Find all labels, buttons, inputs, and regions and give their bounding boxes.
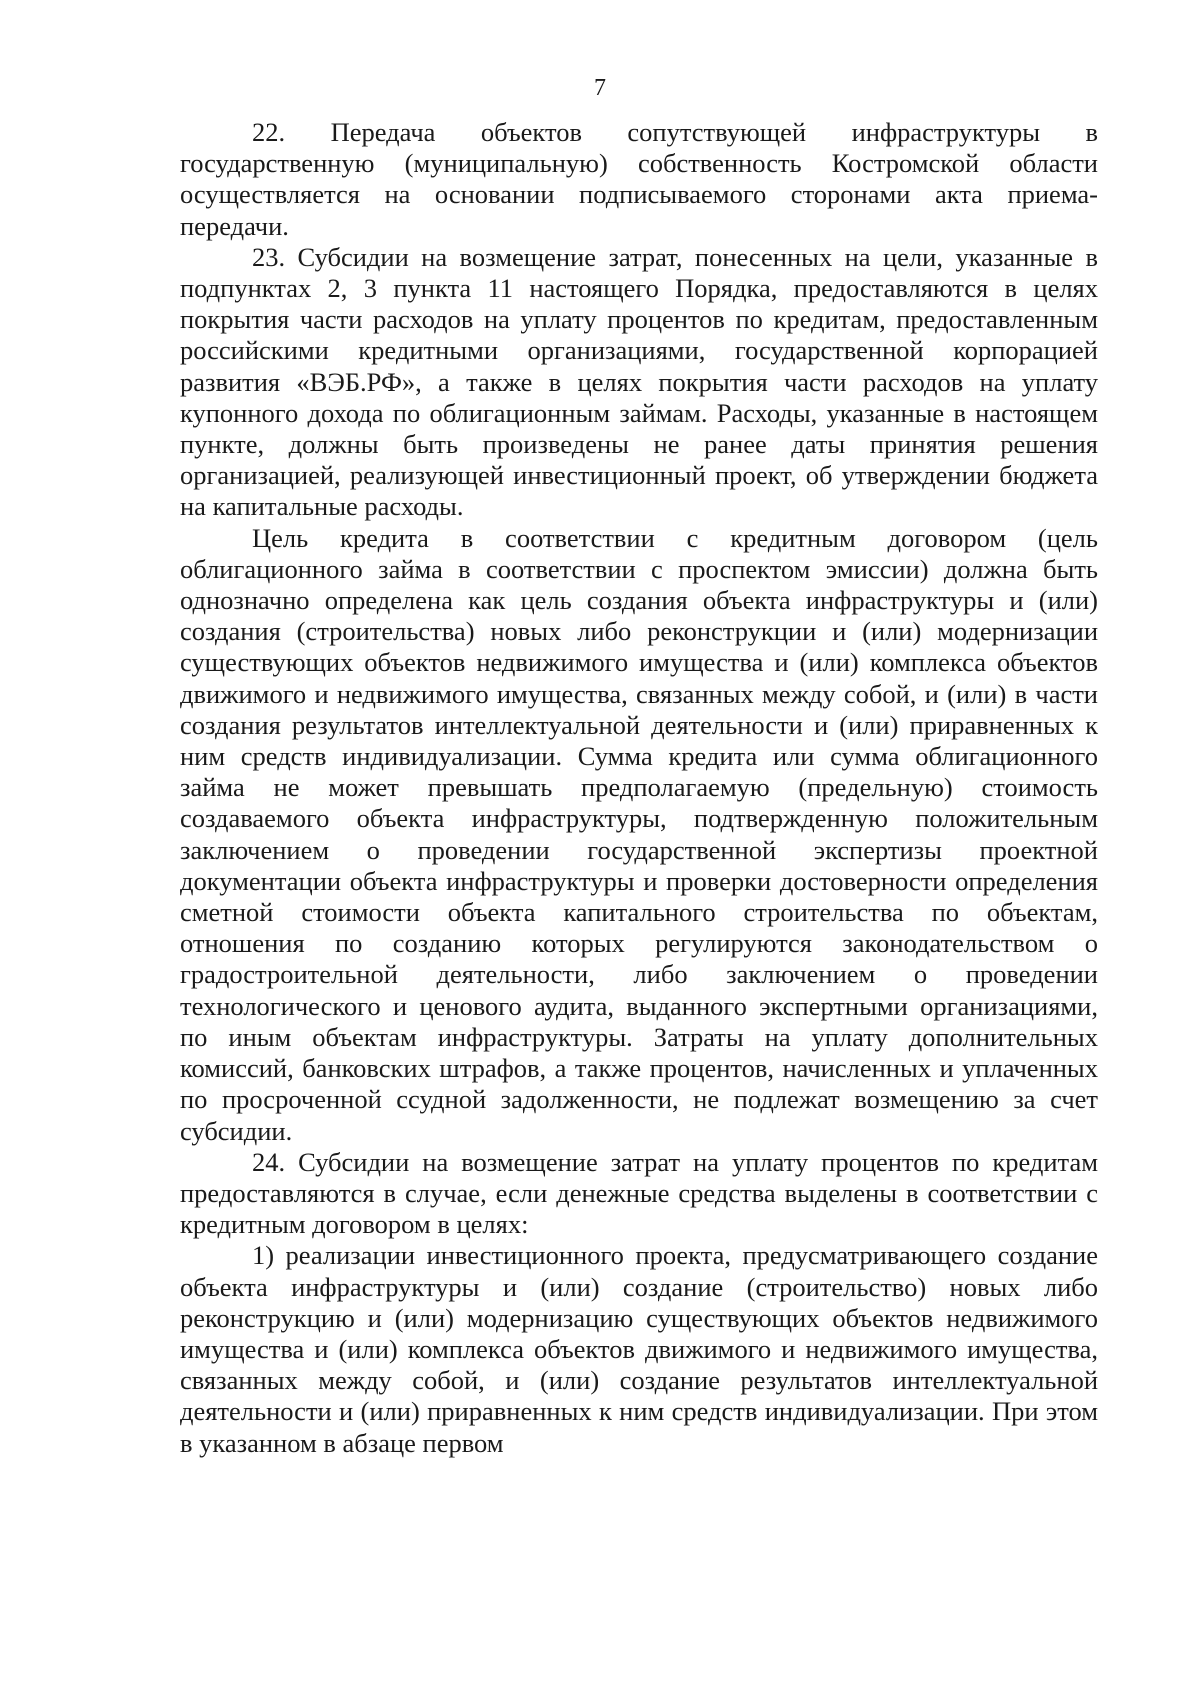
paragraph-24: 24. Субсидии на возмещение затрат на уплату процентов по кредитам предоставляются в случае, если денежные средства выделены в соответствии с кредитным договором в целях: — [180, 1146, 1098, 1240]
document-body — [180, 117, 1098, 1459]
paragraph-credit-purpose: Цель кредита в соответствии с кредитным договором (цель облигационного займа в соответствии с проспектом эмиссии) должна быть однозначно определена как цель создания объекта инфраструктуры и (или) создания (строительства) новых либо реконструкции и (или) модернизации существующих объектов недвижимого имущества и (или) комплекса объектов движимого и недвижимого имущества, связанных между собой, и (или) в части создания результатов интеллектуальной деятельности и (или) приравненных к ним средств индивидуализации. Сумма кредита или сумма облигационного займа не может превышать предполагаемую (предельную) стоимость создаваемого объекта инфраструктуры, подтвержденную положительным заключением о проведении государственной экспертизы проектной документации объекта инфраструктуры и проверки достоверности определения сметной стоимости объекта капитального строительства по объектам, отношения по созданию которых регулируются законодательством о градостроительной деятельности, либо заключением о проведении технологического и ценового аудита, выданного экспертными организациями, по иным объектам инфраструктуры. Затраты на уплату дополнительных комиссий, банковских штрафов, а также процентов, начисленных и уплаченных по просроченной ссудной задолженности, не подлежат возмещению за счет субсидии. — [180, 522, 1098, 1146]
paragraph-24-item-1: 1) реализации инвестиционного проекта, предусматривающего создание объекта инфраструктуры и (или) создание (строительство) новых либо реконструкцию и (или) модернизацию существующих объектов недвижимого имущества и (или) комплекса объектов движимого и недвижимого имущества, связанных между собой, и (или) создание результатов интеллектуальной деятельности и (или) приравненных к ним средств индивидуализации. При этом в указанном в абзаце первом — [180, 1240, 1098, 1458]
paragraph-23: 23. Субсидии на возмещение затрат, понесенных на цели, указанные в подпунктах 2, 3 пункта 11 настоящего Порядка, предоставляются в целях покрытия части расходов на уплату процентов по кредитам, предоставленным российскими кредитными организациями, государственной корпорацией развития «ВЭБ.РФ», а также в целях покрытия части расходов на уплату купонного дохода по облигационным займам. Расходы, указанные в настоящем пункте, должны быть произведены не ранее даты принятия решения организацией, реализующей инвестиционный проект, об утверждении бюджета на капитальные расходы. — [180, 241, 1098, 522]
paragraph-22: 22. Передача объектов сопутствующей инфраструктуры в государственную (муниципальную) собственность Костромской области осуществляется на основании подписываемого сторонами акта приема-передачи. — [180, 117, 1098, 241]
page-number: 7 — [594, 75, 606, 101]
